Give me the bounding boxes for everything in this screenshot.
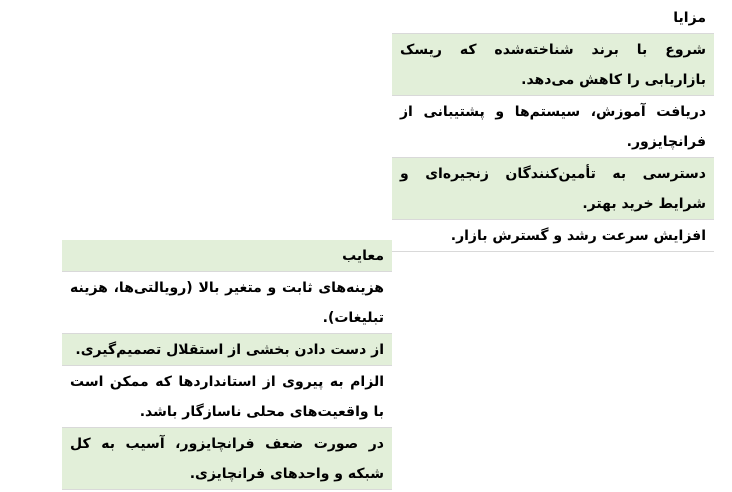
cons-header-row: [62, 240, 392, 272]
pros-header-row: [392, 2, 714, 34]
pros-item: شروع با برند شناخته‌شده که ریسک بازاریابی را کاهش می‌دهد.: [400, 42, 706, 88]
pros-table: [392, 2, 714, 252]
cons-table: [62, 240, 392, 490]
cons-row-1: [62, 272, 392, 334]
cons-row-3: [62, 366, 392, 428]
cons-row-2: [62, 334, 392, 366]
pros-row-1: [392, 34, 714, 96]
cons-item: الزام به پیروی از استانداردها که ممکن است با واقعیت‌های محلی ناسازگار باشد.: [70, 374, 384, 420]
pros-heading: مزایا: [673, 10, 706, 26]
pros-row-3: [392, 158, 714, 220]
pros-item: دسترسی به تأمین‌کنندگان زنجیره‌ای و شرایط خرید بهتر.: [400, 166, 706, 212]
cons-item: در صورت ضعف فرانچایزور، آسیب به کل شبکه و واحدهای فرانچایزی.: [70, 436, 384, 482]
pros-item: دریافت آموزش، سیستم‌ها و پشتیبانی از فرانچایزور.: [400, 104, 706, 150]
cons-row-4: [62, 428, 392, 490]
pros-item: افزایش سرعت رشد و گسترش بازار.: [450, 228, 706, 244]
cons-heading: معایب: [342, 248, 384, 264]
cons-item: از دست دادن بخشی از استقلال تصمیم‌گیری.: [75, 342, 384, 358]
pros-row-2: [392, 96, 714, 158]
cons-item: هزینه‌های ثابت و متغیر بالا (رویالتی‌ها، هزینه تبلیغات).: [70, 280, 384, 326]
pros-row-4: [392, 220, 714, 252]
